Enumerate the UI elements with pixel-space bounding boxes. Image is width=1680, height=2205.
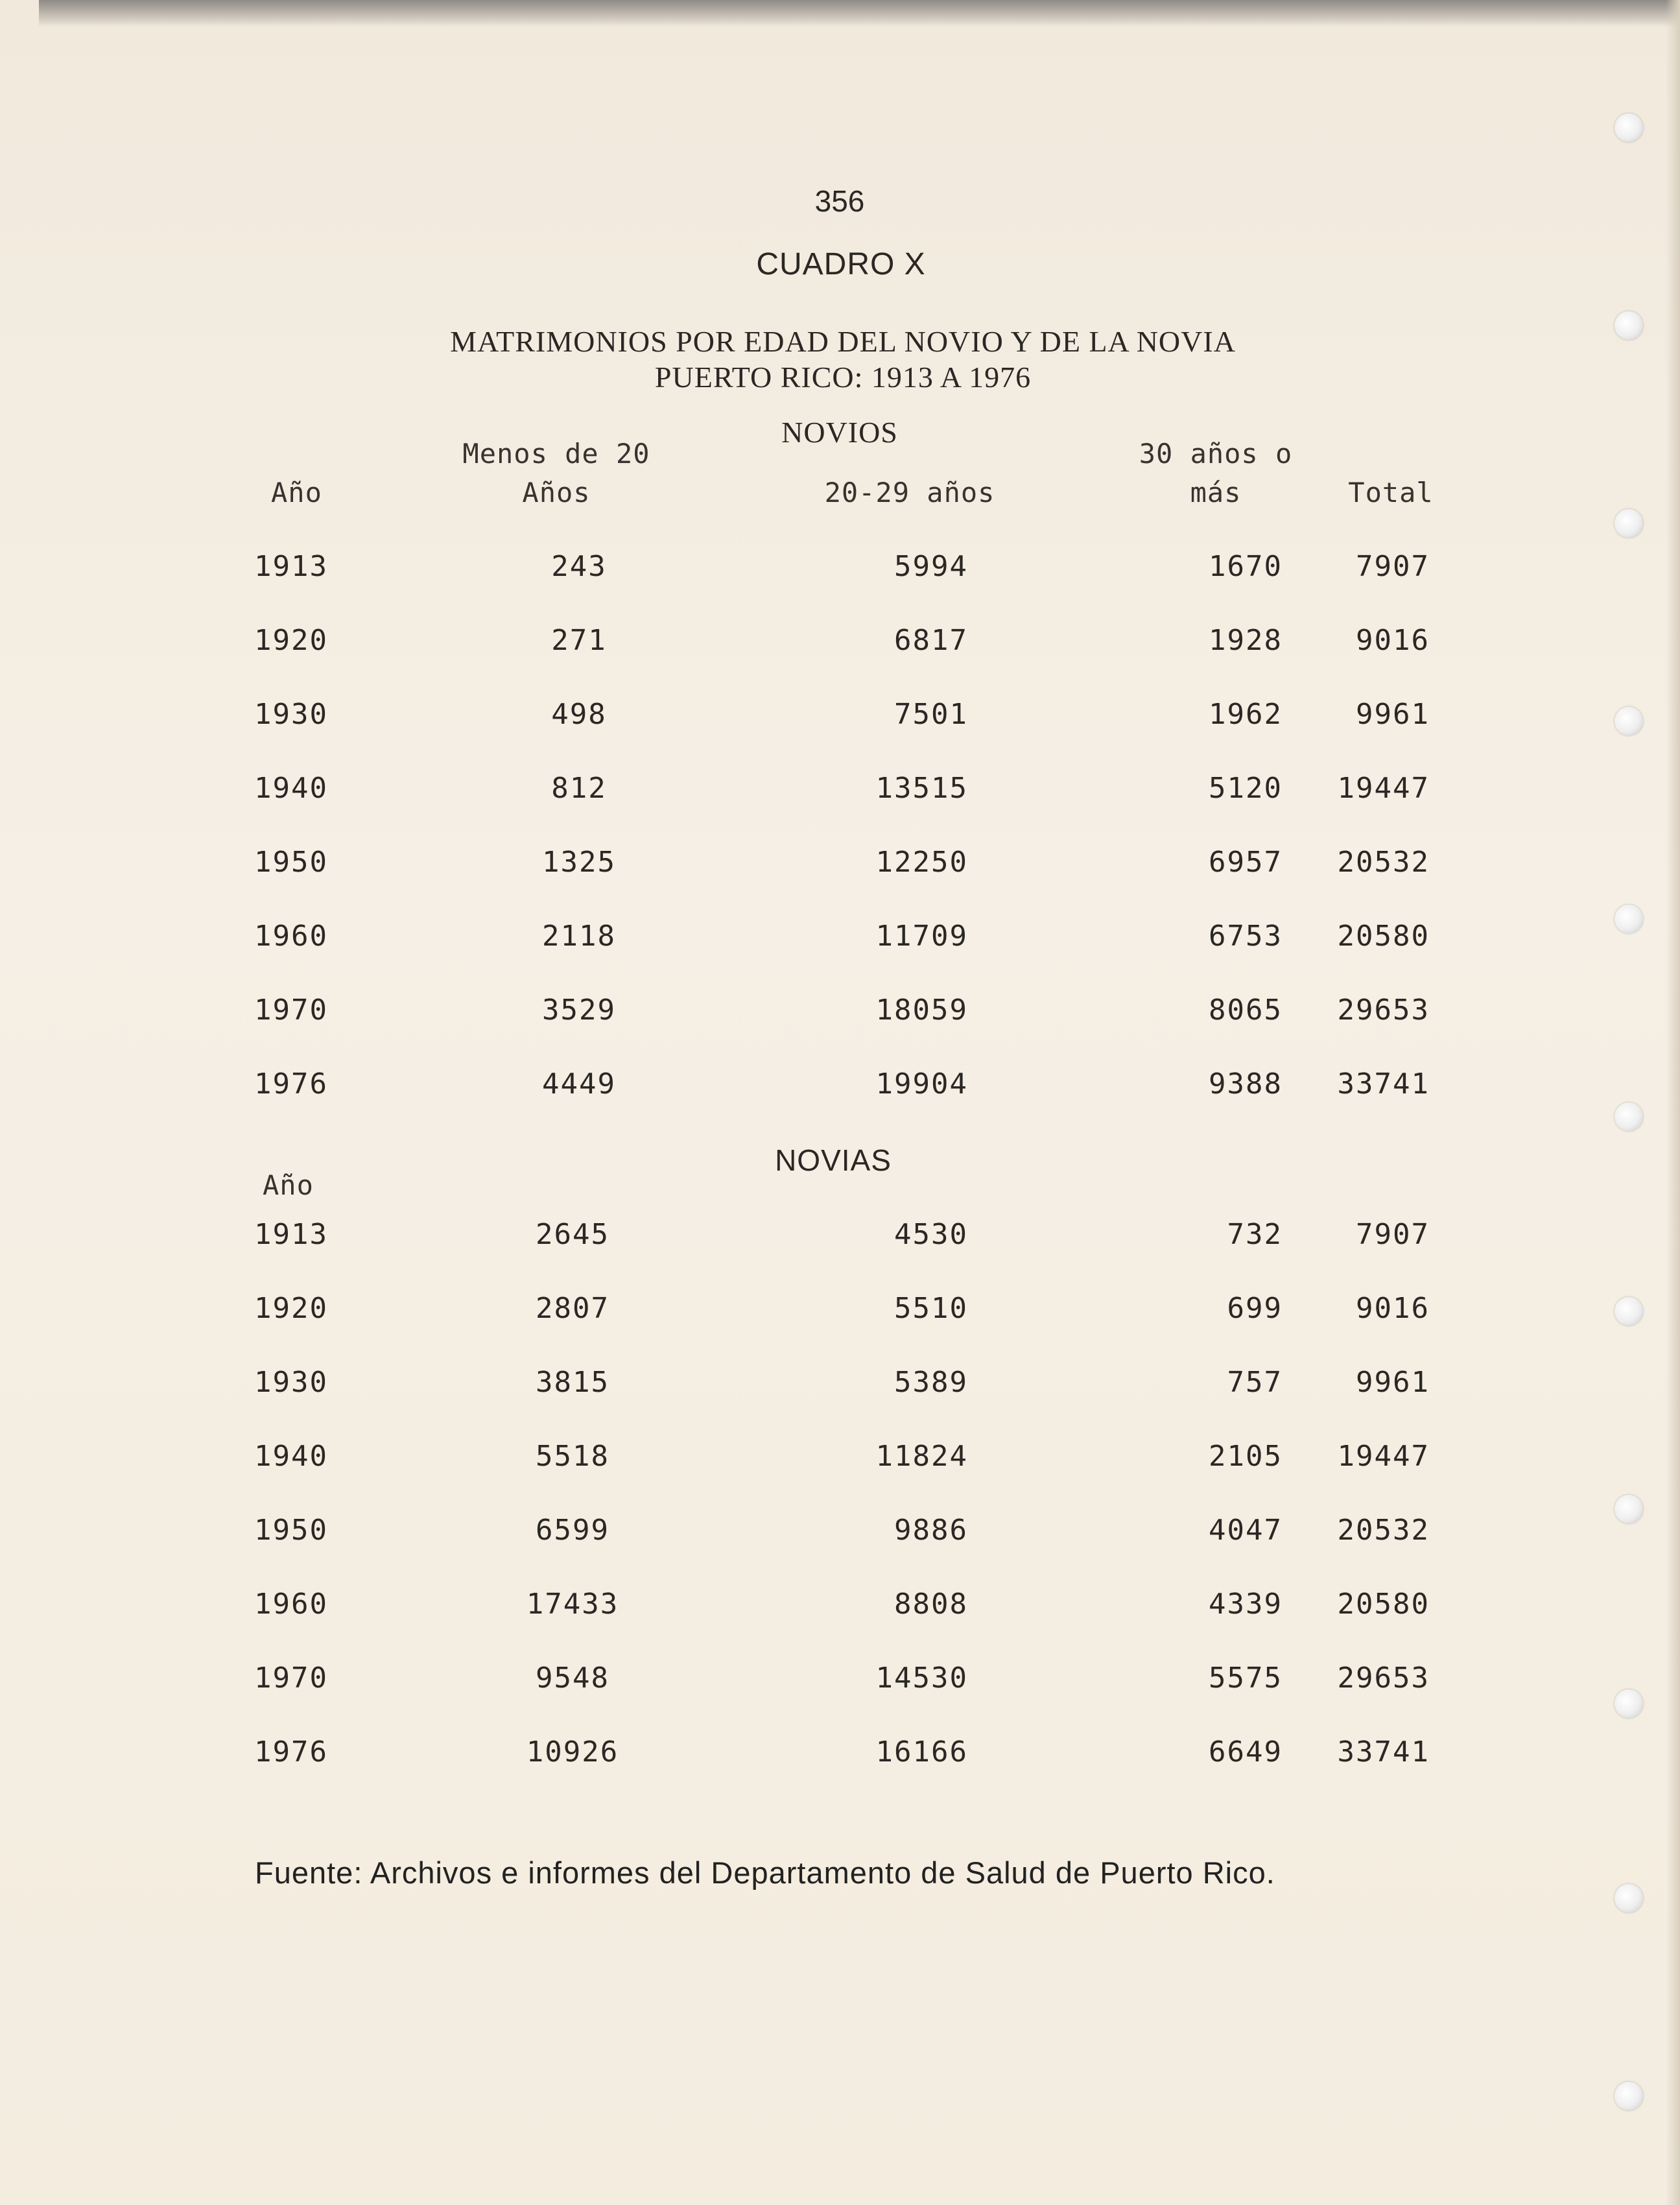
col-header-30plus-line1: 30 años o (1139, 438, 1293, 470)
novios-30plus-cell: 6957 (1209, 846, 1283, 879)
binder-hole (1615, 707, 1643, 735)
binder-hole (1615, 905, 1643, 933)
novios-total-cell: 20532 (1337, 846, 1430, 879)
novios-20-29-cell: 13515 (875, 772, 968, 805)
novios-30plus-cell: 1670 (1209, 550, 1283, 583)
novios-30plus-cell: 1962 (1209, 698, 1283, 731)
novios-20-29-cell: 6817 (894, 624, 968, 657)
novias-total-cell: 7907 (1356, 1218, 1430, 1251)
novios-year-cell: 1913 (254, 550, 328, 583)
novias-total-cell: 19447 (1337, 1440, 1430, 1473)
novias-30plus-cell: 757 (1227, 1366, 1283, 1399)
novias-year-cell: 1930 (254, 1366, 328, 1399)
novias-year-cell: 1913 (254, 1218, 328, 1251)
novios-total-cell: 19447 (1337, 772, 1430, 805)
novias-total-cell: 9016 (1356, 1292, 1430, 1325)
novios-20-29-cell: 18059 (875, 994, 968, 1027)
novias-total-cell: 20532 (1337, 1514, 1430, 1547)
binder-hole (1615, 2082, 1643, 2110)
novios-under20-cell: 243 (551, 550, 607, 583)
novios-30plus-cell: 5120 (1209, 772, 1283, 805)
novias-under20-cell: 6599 (536, 1514, 609, 1547)
novias-30plus-cell: 6649 (1209, 1735, 1283, 1769)
novios-year-cell: 1920 (254, 624, 328, 657)
novios-20-29-cell: 12250 (875, 846, 968, 879)
page-number: 356 (814, 184, 865, 218)
novios-under20-cell: 3529 (542, 994, 616, 1027)
novios-total-cell: 29653 (1337, 994, 1430, 1027)
binder-hole (1615, 1884, 1643, 1913)
novios-year-cell: 1960 (254, 920, 328, 953)
binder-hole (1615, 1689, 1643, 1718)
novios-20-29-cell: 11709 (875, 920, 968, 953)
novios-under20-cell: 271 (551, 624, 607, 657)
novios-30plus-cell: 6753 (1209, 920, 1283, 953)
novios-20-29-cell: 19904 (875, 1067, 968, 1101)
scan-top-edge (39, 0, 1680, 27)
novias-under20-cell: 3815 (536, 1366, 609, 1399)
table-title: MATRIMONIOS POR EDAD DEL NOVIO Y DE LA NOVIA (450, 325, 1236, 358)
novias-20-29-cell: 9886 (894, 1514, 968, 1547)
binder-hole (1615, 1102, 1643, 1131)
novios-30plus-cell: 1928 (1209, 624, 1283, 657)
scan-right-edge (1666, 0, 1680, 2205)
novias-20-29-cell: 16166 (875, 1735, 968, 1769)
novias-20-29-cell: 8808 (894, 1588, 968, 1621)
novias-total-cell: 33741 (1337, 1735, 1430, 1769)
novias-year-cell: 1960 (254, 1588, 328, 1621)
novias-20-29-cell: 5389 (894, 1366, 968, 1399)
binder-hole (1615, 1495, 1643, 1523)
novias-year-cell: 1950 (254, 1514, 328, 1547)
novios-year-cell: 1930 (254, 698, 328, 731)
col-header-30plus-line2: más (1190, 477, 1242, 508)
novios-group-label: NOVIOS (781, 416, 898, 449)
novios-20-29-cell: 5994 (894, 550, 968, 583)
novias-under20-cell: 9548 (536, 1662, 609, 1695)
novias-20-29-cell: 11824 (875, 1440, 968, 1473)
source-note: Fuente: Archivos e informes del Departamento de Salud de Puerto Rico. (255, 1855, 1275, 1890)
col-header-total: Total (1348, 477, 1434, 508)
binder-hole (1615, 1297, 1643, 1326)
novias-year-cell: 1976 (254, 1735, 328, 1769)
novios-30plus-cell: 9388 (1209, 1067, 1283, 1101)
novias-total-cell: 29653 (1337, 1662, 1430, 1695)
novios-total-cell: 9961 (1356, 698, 1430, 731)
novios-year-cell: 1940 (254, 772, 328, 805)
novias-under20-cell: 10926 (526, 1735, 619, 1769)
novias-30plus-cell: 699 (1227, 1292, 1283, 1325)
novias-year-cell: 1970 (254, 1662, 328, 1695)
novias-20-29-cell: 5510 (894, 1292, 968, 1325)
novias-under20-cell: 5518 (536, 1440, 609, 1473)
novios-under20-cell: 4449 (542, 1067, 616, 1101)
novias-total-cell: 9961 (1356, 1366, 1430, 1399)
col-header-20-29: 20-29 años (824, 477, 995, 508)
novios-under20-cell: 1325 (542, 846, 616, 879)
binder-hole (1615, 509, 1643, 538)
col-header-under20-line2: Años (522, 477, 591, 508)
binder-hole (1615, 311, 1643, 340)
novias-30plus-cell: 5575 (1209, 1662, 1283, 1695)
novios-year-cell: 1950 (254, 846, 328, 879)
novias-under20-cell: 2807 (536, 1292, 609, 1325)
novios-30plus-cell: 8065 (1209, 994, 1283, 1027)
novios-under20-cell: 2118 (542, 920, 616, 953)
novios-year-cell: 1976 (254, 1067, 328, 1101)
novias-under20-cell: 2645 (536, 1218, 609, 1251)
novios-total-cell: 7907 (1356, 550, 1430, 583)
novias-group-label: NOVIAS (775, 1143, 892, 1177)
col-header-year: Año (271, 477, 322, 508)
novias-30plus-cell: 732 (1227, 1218, 1283, 1251)
novias-20-29-cell: 4530 (894, 1218, 968, 1251)
novias-20-29-cell: 14530 (875, 1662, 968, 1695)
novias-30plus-cell: 4339 (1209, 1588, 1283, 1621)
novias-year-cell: 1940 (254, 1440, 328, 1473)
novias-col-header-year: Año (263, 1169, 314, 1201)
novios-total-cell: 9016 (1356, 624, 1430, 657)
table-label: CUADRO X (756, 247, 926, 281)
table-subtitle: PUERTO RICO: 1913 A 1976 (654, 361, 1032, 394)
novios-total-cell: 20580 (1337, 920, 1430, 953)
novios-under20-cell: 498 (551, 698, 607, 731)
novios-year-cell: 1970 (254, 994, 328, 1027)
novias-30plus-cell: 2105 (1209, 1440, 1283, 1473)
binder-hole (1615, 113, 1643, 142)
novias-30plus-cell: 4047 (1209, 1514, 1283, 1547)
novias-year-cell: 1920 (254, 1292, 328, 1325)
novias-total-cell: 20580 (1337, 1588, 1430, 1621)
novios-total-cell: 33741 (1337, 1067, 1430, 1101)
col-header-under20-line1: Menos de 20 (462, 438, 650, 470)
novios-20-29-cell: 7501 (894, 698, 968, 731)
novias-under20-cell: 17433 (526, 1588, 619, 1621)
novios-under20-cell: 812 (551, 772, 607, 805)
